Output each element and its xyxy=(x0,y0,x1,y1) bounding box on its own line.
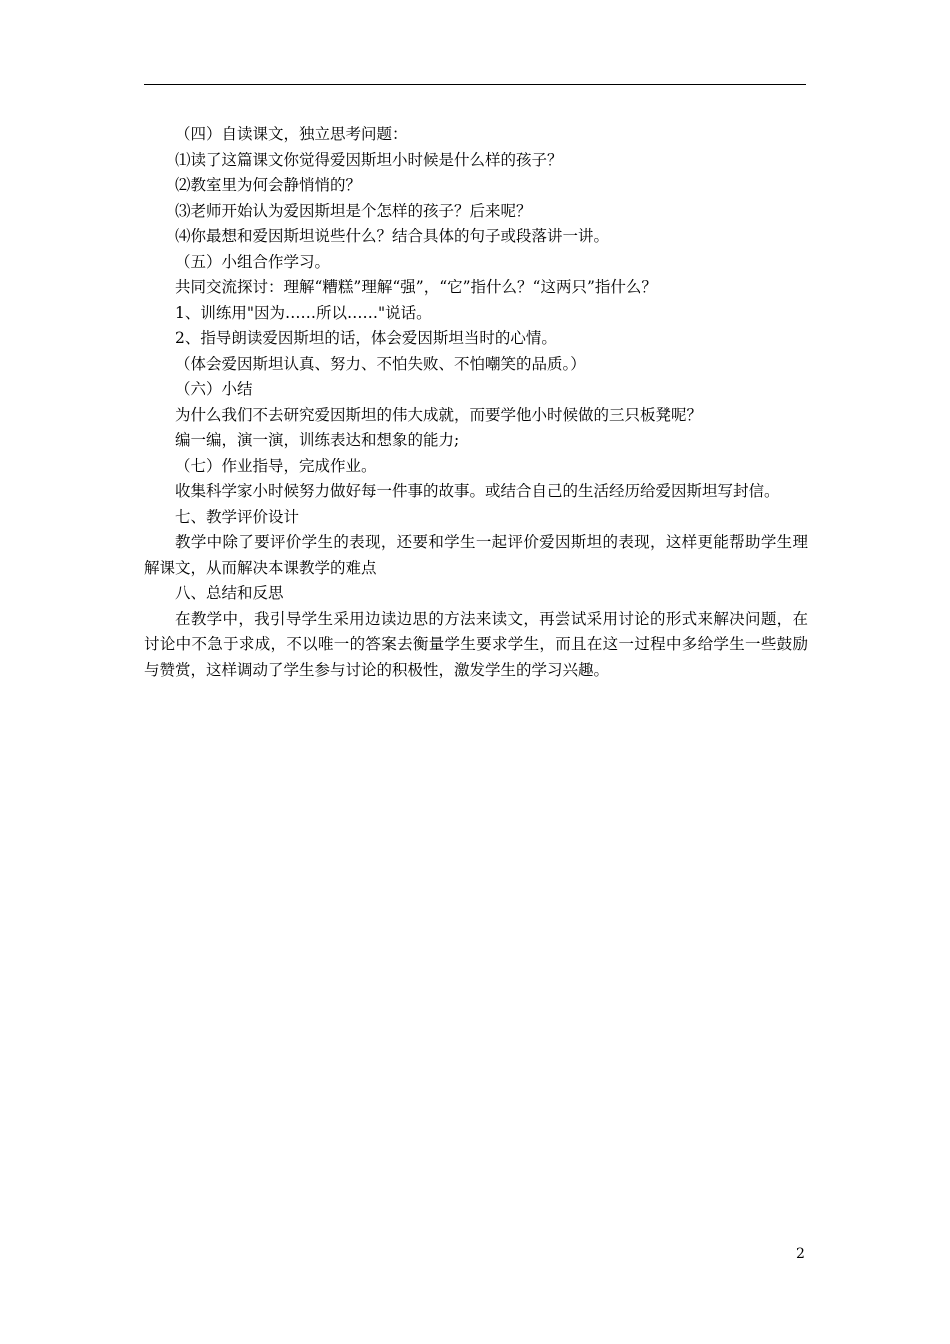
paragraph-section-7-heading: （七）作业指导，完成作业。 xyxy=(175,456,377,475)
paragraph-quality-note: （体会爱因斯坦认真、努力、不怕失败、不怕嘲笑的品质。） xyxy=(175,354,586,373)
paragraph-question-3: ⑶老师开始认为爱因斯坦是个怎样的孩子？后来呢？ xyxy=(175,201,532,220)
paragraph-section-4-heading: （四）自读课文，独立思考问题： xyxy=(175,125,408,143)
paragraph-evaluation-body: 教学中除了要评价学生的表现，还要和学生一起评价爱因斯坦的表现，这样更能帮助学生理解课文，从而解决本课教学的难点 xyxy=(144,533,808,577)
paragraph-question-4: ⑷你最想和爱因斯坦说些什么？结合具体的句子或段落讲一讲。 xyxy=(175,227,610,245)
paragraph-homework: 收集科学家小时候努力做好每一件事的故事。或结合自己的生活经历给爱因斯坦写封信。 xyxy=(175,482,780,500)
paragraph-reflection-heading: 八、总结和反思 xyxy=(175,584,284,602)
page-number: 2 xyxy=(796,1246,805,1262)
paragraph-section-6-heading: （六）小结 xyxy=(175,380,253,398)
paragraph-section-5-heading: （五）小组合作学习。 xyxy=(175,252,331,271)
paragraph-summary-question: 为什么我们不去研究爱因斯坦的伟大成就，而要学他小时候做的三只板凳呢？ xyxy=(175,405,703,424)
paragraph-summary-activity: 编一编，演一演，训练表达和想象的能力; xyxy=(175,431,460,449)
body-text xyxy=(144,122,808,683)
paragraph-discussion: 共同交流探讨：理解“糟糕”理解“强”，“它”指什么？“这两只”指什么？ xyxy=(175,278,657,296)
paragraph-training-1: 1、训练用"因为……所以……"说话。 xyxy=(175,303,432,322)
header-rule xyxy=(144,84,806,85)
paragraph-evaluation-heading: 七、教学评价设计 xyxy=(175,507,300,526)
paragraph-reflection-body: 在教学中，我引导学生采用边读边思的方法来读文，再尝试采用讨论的形式来解决问题，在讨论中不急于求成，不以唯一的答案去衡量学生要求学生，而且在这一过程中多给学生一些鼓励与赞赏，这样调动了学生参与讨论的积极性，激发学生的学习兴趣。 xyxy=(144,609,808,679)
paragraph-training-2: 2、指导朗读爱因斯坦的话，体会爱因斯坦当时的心情。 xyxy=(175,329,557,347)
paragraph-question-1: ⑴读了这篇课文你觉得爱因斯坦小时候是什么样的孩子？ xyxy=(175,150,563,169)
paragraph-question-2: ⑵教室里为何会静悄悄的？ xyxy=(175,176,362,194)
